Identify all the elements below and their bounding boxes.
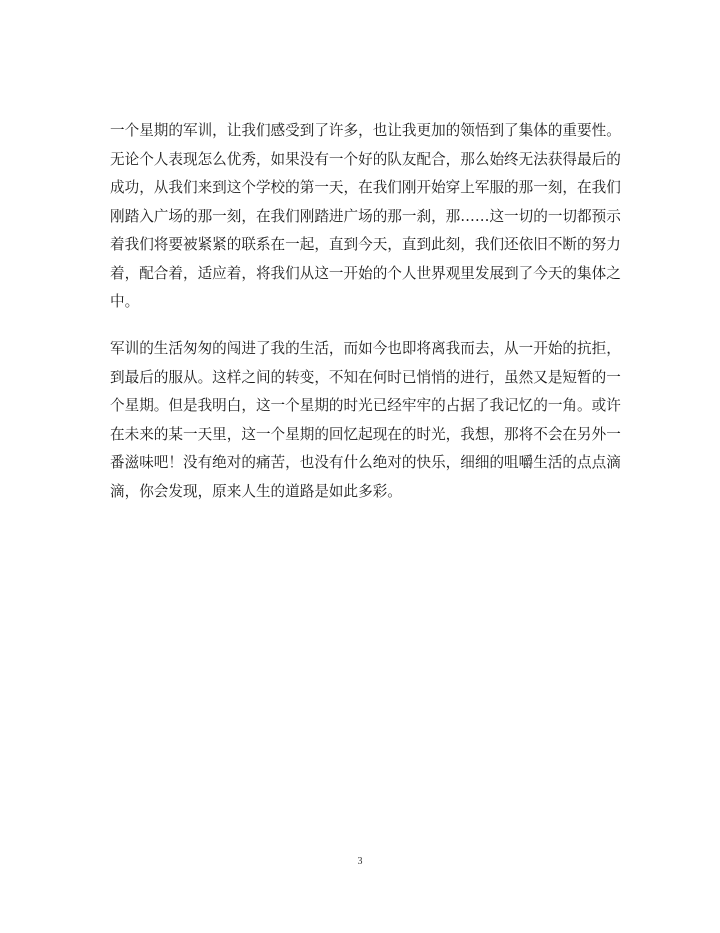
text-line: 成功，从我们来到这个学校的第一天，在我们刚开始穿上军服的那一刻，在我们 [110, 179, 621, 196]
text-line: 一个星期的军训，让我们感受到了许多，也让我更加的领悟到了集体的重要性。 [110, 122, 621, 139]
text-line: 无论个人表现怎么优秀，如果没有一个好的队友配合，那么始终无法获得最后的 [110, 150, 621, 168]
text-line: 刚踏入广场的那一刻，在我们刚踏进广场的那一刹，那……这一切的一切都预示 [110, 207, 621, 225]
text-line: 在未来的某一天里，这一个星期的回忆起现在的时光，我想，那将不会在另外一 [110, 425, 621, 443]
paragraph-2 [110, 335, 621, 506]
paragraph-1 [110, 117, 621, 317]
page-number: 3 [357, 856, 363, 867]
text-line: 个星期。但是我明白，这一个星期的时光已经牢牢的占据了我记忆的一角。或许 [110, 397, 621, 414]
text-line: 着，配合着，适应着，将我们从这一开始的个人世界观里发展到了今天的集体之 [110, 264, 621, 282]
text-line: 着我们将要被紧紧的联系在一起，直到今天，直到此刻，我们还依旧不断的努力 [110, 236, 621, 253]
text-line: 中。 [110, 293, 140, 310]
text-line: 到最后的服从。这样之间的转变，不知在何时已悄悄的进行，虽然又是短暂的一 [110, 368, 621, 386]
text-line: 番滋味吧！没有绝对的痛苦，也没有什么绝对的快乐，细细的咀嚼生活的点点滴 [110, 454, 621, 471]
text-line: 军训的生活匆匆的闯进了我的生活，而如今也即将离我而去，从一开始的抗拒， [110, 340, 621, 357]
text-line: 滴，你会发现，原来人生的道路是如此多彩。 [110, 482, 402, 500]
